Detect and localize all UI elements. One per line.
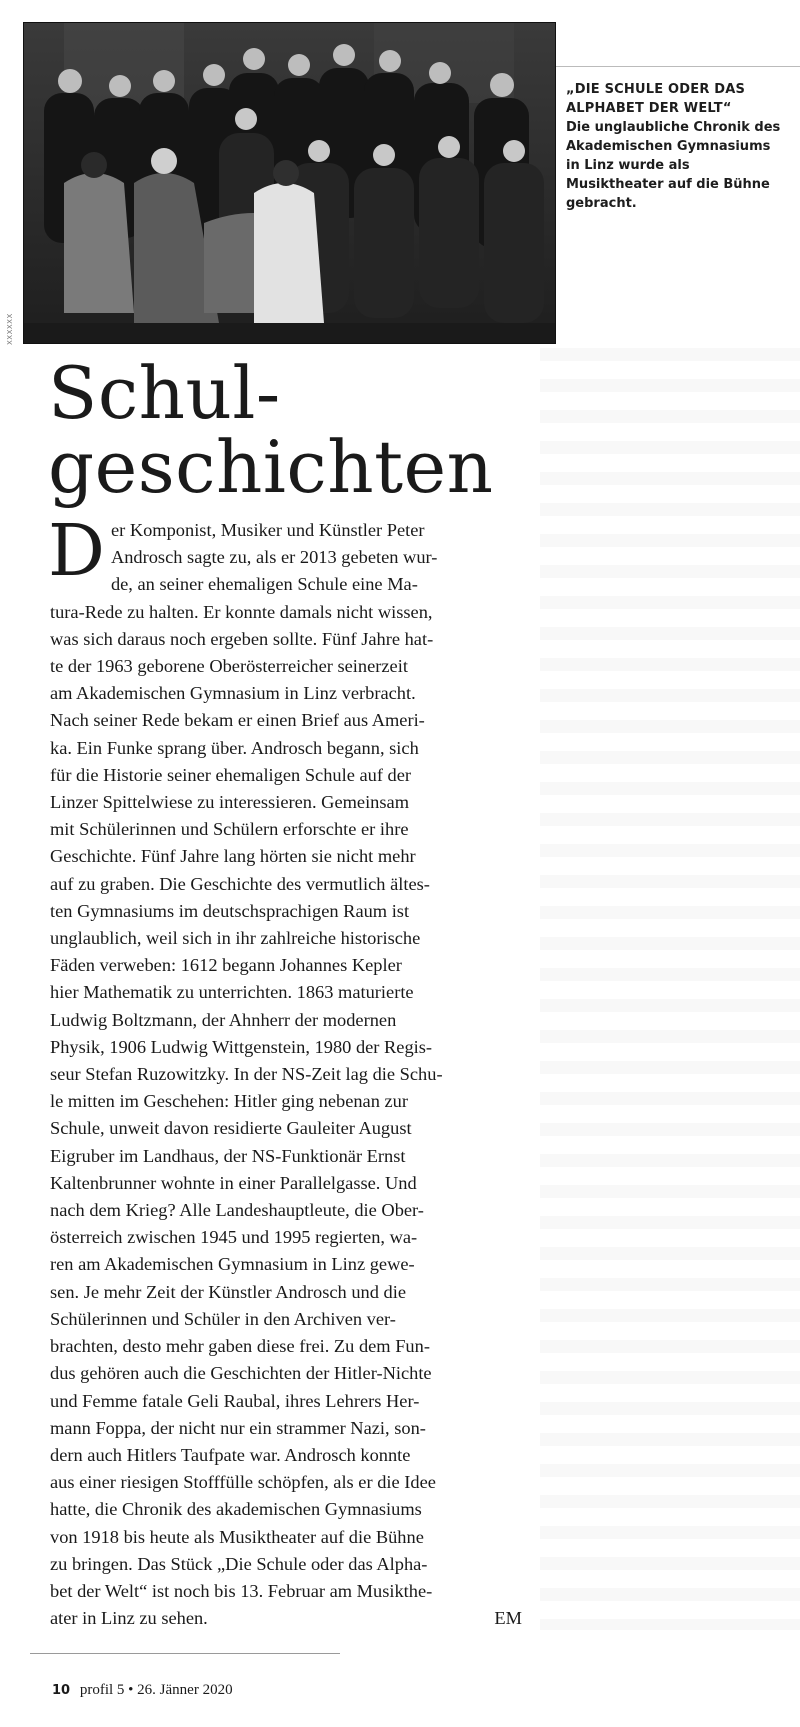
text-line: auf zu graben. Die Geschichte des vermutlich ältes-: [50, 873, 430, 894]
caption-title: „DIE SCHULE ODER DAS ALPHABET DER WELT“: [566, 82, 746, 116]
text-line: le mitten im Geschehen: Hitler ging nebenan zur: [50, 1091, 408, 1112]
text-line: österreich zwischen 1945 und 1995 regierten, wa-: [50, 1227, 418, 1248]
headline-line-1: Schul-: [48, 351, 281, 435]
article-headline: [48, 351, 548, 509]
text-line: nach dem Krieg? Alle Landeshauptleute, die Ober-: [50, 1200, 424, 1221]
text-line: Geschichte. Fünf Jahre lang hörten sie nicht mehr: [50, 846, 416, 867]
publication-info: profil 5 • 26. Jänner 2020: [79, 1682, 233, 1698]
text-line: hier Mathematik zu unterrichten. 1863 maturierte: [50, 982, 414, 1003]
text-line: ka. Ein Funke sprang über. Androsch begann, sich: [50, 737, 419, 758]
drop-cap: D: [48, 509, 105, 592]
page-footer: [52, 1682, 233, 1699]
text-line: Linzer Spittelwiese zu interessieren. Gemeinsam: [50, 792, 410, 813]
text-line: sen. Je mehr Zeit der Künstler Androsch und die: [50, 1281, 406, 1302]
group-photo-illustration: [24, 23, 555, 343]
photo-caption: [566, 80, 786, 213]
text-line: und Femme fatale Geli Raubal, ihres Lehrers Her-: [50, 1390, 420, 1411]
text-line: mann Foppa, der nicht nur ein strammer Nazi, son-: [50, 1417, 426, 1438]
text-line: de, an seiner ehemaligen Schule eine Ma-: [110, 574, 418, 595]
text-line: von 1918 bis heute als Musiktheater auf die Bühne: [50, 1526, 424, 1547]
text-line: te der 1963 geborene Oberösterreicher seinerzeit: [50, 656, 408, 677]
text-line: ren am Akademischen Gymnasium in Linz gewe-: [50, 1254, 415, 1275]
text-line: hatte, die Chronik des akademischen Gymnasiums: [50, 1499, 422, 1520]
text-line: aus einer riesigen Stofffülle schöpfen, als er die Idee: [50, 1472, 436, 1493]
text-line: Physik, 1906 Ludwig Wittgenstein, 1980 der Regis-: [50, 1036, 433, 1057]
text-line: Eigruber im Landhaus, der NS-Funktionär Ernst: [50, 1145, 406, 1166]
page-number: 10: [52, 1683, 71, 1698]
text-line: für die Historie seiner ehemaligen Schule auf der: [50, 764, 412, 785]
author-initials: EM: [494, 1608, 522, 1629]
group-photo: [23, 22, 556, 344]
text-line: brachten, desto mehr gaben diese frei. Zu dem Fun-: [50, 1336, 430, 1357]
text-line: ten Gymnasiums im deutschsprachigen Raum ist: [50, 900, 410, 921]
text-line: ater in Linz zu sehen.: [50, 1608, 208, 1629]
text-line: dern auch Hitlers Taufpate war. Androsch konnte: [50, 1444, 411, 1465]
text-line: mit Schülerinnen und Schülern erforschte er ihre: [50, 819, 409, 840]
footer-rule: [30, 1653, 340, 1654]
text-line: Schule, unweit davon residierte Gauleiter August: [50, 1118, 412, 1139]
text-line: Schülerinnen und Schüler in den Archiven ver-: [50, 1308, 396, 1329]
text-line: Fäden verweben: 1612 begann Johannes Kepler: [50, 955, 402, 976]
text-line: tura-Rede zu halten. Er konnte damals nicht wissen,: [50, 601, 433, 622]
text-line: bet der Welt“ ist noch bis 13. Februar am Musikthe-: [50, 1580, 433, 1601]
text-line: dus gehören auch die Geschichten der Hitler-Nichte: [50, 1363, 432, 1384]
headline-line-2: geschichten: [48, 425, 494, 509]
text-line: Nach seiner Rede bekam er einen Brief aus Ameri-: [50, 710, 425, 731]
text-last-line: [50, 1605, 522, 1632]
text-line: seur Stefan Ruzowitzky. In der NS-Zeit lag die Schu-: [50, 1064, 443, 1085]
article-body: [48, 509, 552, 1632]
text-line: zu bringen. Das Stück „Die Schule oder das Alpha-: [50, 1553, 428, 1574]
photo-credit: XXXXXX: [6, 313, 14, 345]
text-line: Kaltenbrunner wohnte in einer Parallelgasse. Und: [50, 1172, 417, 1193]
text-line: was sich daraus noch ergeben sollte. Fünf Jahre hat-: [50, 628, 434, 649]
text-line: Ludwig Boltzmann, der Ahnherr der modernen: [50, 1009, 397, 1030]
text-line: am Akademischen Gymnasium in Linz verbracht.: [50, 683, 416, 704]
top-rule: [555, 66, 800, 67]
text-line: er Komponist, Musiker und Künstler Peter: [110, 520, 425, 540]
text-line: Androsch sagte zu, als er 2013 gebeten wur-: [110, 547, 438, 568]
text-line: unglaublich, weil sich in ihr zahlreiche historische: [50, 928, 421, 949]
bleed-through-texture: [540, 330, 800, 1630]
caption-text: Die unglaubliche Chronik des Akademischen Gymnasiums in Linz wurde als Musiktheater auf die Bühne gebracht.: [566, 120, 781, 211]
